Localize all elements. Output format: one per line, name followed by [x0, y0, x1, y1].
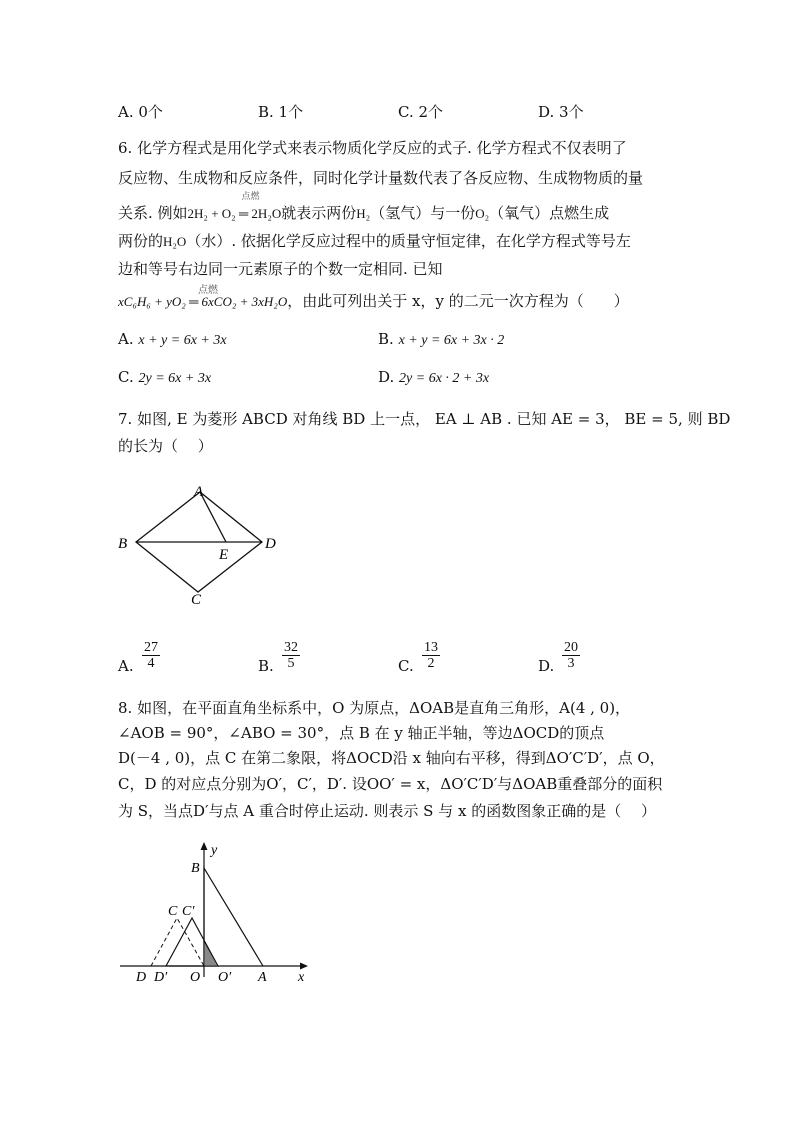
label-o: O [190, 970, 201, 985]
q6-option-c [118, 368, 211, 387]
rhombus-figure [112, 478, 287, 608]
q6-option-d [378, 368, 489, 387]
q6-line-6 [118, 285, 629, 311]
q7-line-2: 的长为（ ） [118, 437, 213, 455]
q7-option-c-frac [422, 640, 440, 671]
q5-option-c: C. 2个 [398, 103, 444, 121]
label-d-prime: D′ [154, 970, 168, 985]
q6-line-1: 6. 化学方程式是用化学式来表示物质化学反应的式子. 化学方程式不仅表明了 [118, 139, 627, 157]
q6-condition-2: 点燃 [198, 285, 218, 296]
label-b: B [191, 861, 200, 876]
q6-option-a [118, 330, 227, 349]
q6-equation-1-text: 2H₂ + O₂ ═ 2H₂O [187, 206, 282, 221]
segment-ae [200, 492, 226, 542]
q6-line-4-text-a: 两份的 [118, 232, 164, 250]
triangle-oab [204, 868, 263, 966]
label-c-prime: C′ [182, 904, 195, 919]
numerator: 13 [424, 640, 438, 655]
q6-line-4 [118, 230, 631, 251]
q6-o2: O₂ [475, 206, 490, 221]
q6-line-3 [118, 191, 610, 223]
q6-line-2: 反应物、生成物和反应条件，同时化学计量数代表了各反应物、生成物物质的量 [118, 169, 644, 187]
q7-option-a-label: A. [118, 657, 134, 675]
q6-line-3-text-c: （氢气）与一份 [370, 204, 476, 222]
denominator: 3 [567, 656, 575, 671]
q6-option-b-label: B. [378, 330, 394, 348]
q8-line-3: D(－4 , 0)，点 C 在第二象限，将ΔOCD沿 x 轴向右平移，得到ΔO′C′D′，点 O， [118, 749, 665, 767]
q6-option-d-label: D. [378, 368, 395, 386]
numerator: 27 [144, 640, 158, 655]
label-x: x [298, 970, 305, 985]
q5-option-a: A. 0个 [118, 103, 163, 121]
denominator: 5 [287, 656, 295, 671]
numerator: 20 [564, 640, 578, 655]
q8-line-2: ∠AOB = 90°，∠ABO = 30°，点 B 在 y 轴正半轴，等边ΔOCD的顶点 [118, 724, 605, 742]
label-c: C [191, 592, 202, 608]
q8-line-5: 为 S，当点D′与点 A 重合时停止运动. 则表示 S 与 x 的函数图象正确的是（ ） [118, 802, 656, 820]
label-a: A [258, 970, 267, 985]
q6-equation-2 [118, 285, 288, 309]
q6-line-6-text-b: ，由此可列出关于 x，y 的二元一次方程为（ ） [287, 292, 629, 310]
label-a: A [194, 484, 204, 500]
label-c: C [168, 904, 178, 919]
q6-line-5: 边和等号右边同一元素原子的个数一定相同. 已知 [118, 260, 443, 278]
q7-option-b-frac [282, 640, 300, 671]
q7-option-c-label: C. [398, 657, 414, 675]
q6-line-3-text-d: （氧气）点燃生成 [489, 204, 610, 222]
label-y: y [211, 843, 218, 858]
q6-condition-1: 点燃 [241, 191, 260, 201]
q7-line-1: 7. 如图, E 为菱形 ABCD 对角线 BD 上一点， EA ⊥ AB . 已知 AE = 3， BE = 5, 则 BD [118, 410, 731, 428]
q8-line-1: 8. 如图，在平面直角坐标系中，O 为原点，ΔOAB是直角三角形，A(4 , 0)， [118, 699, 631, 717]
x-axis-arrow [300, 963, 308, 970]
overlap-region [204, 941, 218, 966]
label-d: D [265, 536, 276, 552]
q6-option-a-text: x + y = 6x + 3x [138, 333, 227, 348]
q5-option-d: D. 3个 [538, 103, 584, 121]
q6-option-c-label: C. [118, 368, 134, 386]
q7-option-d-label: D. [538, 657, 555, 675]
label-e: E [219, 547, 229, 563]
q7-option-a-frac [142, 640, 160, 671]
q6-option-c-text: 2y = 6x + 3x [138, 371, 212, 386]
label-d: D [136, 970, 147, 985]
q6-line-4-text-b: （水）. 依据化学反应过程中的质量守恒定律，在化学方程式等号左 [186, 232, 631, 250]
q8-line-4: C，D 的对应点分别为O′，C′，D′. 设OO′ = x，ΔO′C′D′与ΔOAB重叠部分的面积 [118, 775, 663, 793]
q6-option-b-text: x + y = 6x + 3x · 2 [398, 333, 505, 348]
q6-option-a-label: A. [118, 330, 134, 348]
label-b: B [118, 536, 128, 552]
q5-option-b: B. 1个 [258, 103, 304, 121]
q7-option-b-label: B. [258, 657, 274, 675]
q7-option-d-frac [562, 640, 580, 671]
numerator: 32 [284, 640, 298, 655]
q6-equation-1 [187, 191, 282, 221]
q6-line-3-text-a: 关系. 例如 [118, 204, 188, 222]
q6-option-d-text: 2y = 6x · 2 + 3x [399, 371, 490, 386]
q6-equation-2-text: xC₆H₆ + yO₂ ═ 6xCO₂ + 3xH₂O [118, 294, 288, 309]
coordinate-figure [112, 835, 322, 990]
q6-h2o: H₂O [163, 234, 187, 249]
y-axis-arrow [201, 842, 208, 850]
q6-h2: H₂ [356, 206, 371, 221]
q6-line-3-text-b: 就表示两份 [281, 204, 357, 222]
denominator: 2 [427, 656, 435, 671]
q6-option-b [378, 330, 504, 349]
label-o-prime: O′ [218, 970, 232, 985]
denominator: 4 [147, 656, 155, 671]
